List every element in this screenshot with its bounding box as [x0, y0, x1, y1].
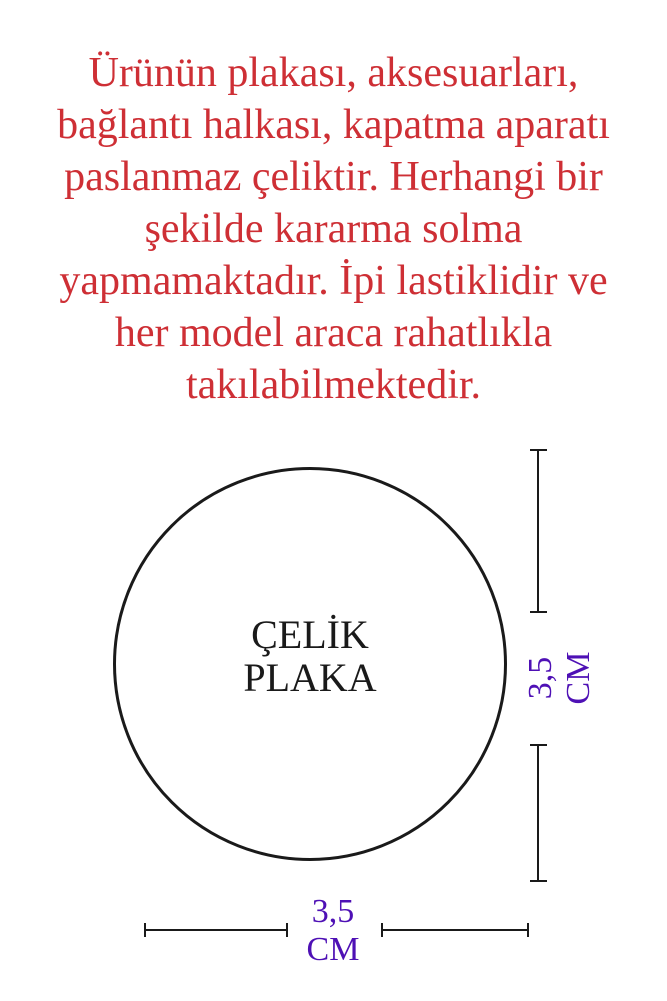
steel-plate-label-line1: ÇELİK	[251, 612, 369, 657]
vertical-dimension-tick-lower-top	[530, 744, 547, 746]
vertical-dimension-tick-upper-bottom	[530, 611, 547, 613]
description-line-1: Ürünün plakası, aksesuarları,	[88, 50, 579, 96]
horizontal-dimension-line-right	[382, 929, 528, 931]
vertical-dimension-label	[522, 618, 598, 738]
description-line-5: yapmamaktadır. İpi lastiklidir ve	[59, 258, 608, 304]
vertical-dimension-tick-upper-top	[530, 449, 547, 451]
vertical-dimension-tick-lower-bottom	[530, 880, 547, 882]
horizontal-dimension-label	[273, 893, 393, 969]
vertical-dimension-unit: CM	[560, 651, 597, 705]
horizontal-dimension-tick-right-outer	[527, 923, 529, 937]
vertical-dimension-line-lower	[537, 745, 539, 882]
description-line-4: şekilde kararma solma	[144, 206, 523, 252]
steel-plate-label	[113, 613, 507, 699]
description-line-2: bağlantı halkası, kapatma aparatı	[57, 102, 610, 148]
description-line-6: her model araca rahatlıkla	[114, 310, 553, 356]
horizontal-dimension-unit: CM	[306, 931, 360, 968]
description-line-3: paslanmaz çeliktir. Herhangi bir	[64, 154, 603, 200]
vertical-dimension-line-upper	[537, 450, 539, 613]
steel-plate-label-line2: PLAKA	[243, 655, 377, 700]
horizontal-dimension-line-left	[145, 929, 287, 931]
description-line-7: takılabilmektedir.	[185, 362, 482, 408]
horizontal-dimension-tick-left-outer	[144, 923, 146, 937]
horizontal-dimension-value: 3,5	[311, 893, 355, 930]
vertical-dimension-value: 3,5	[522, 656, 559, 700]
product-description	[0, 47, 667, 411]
